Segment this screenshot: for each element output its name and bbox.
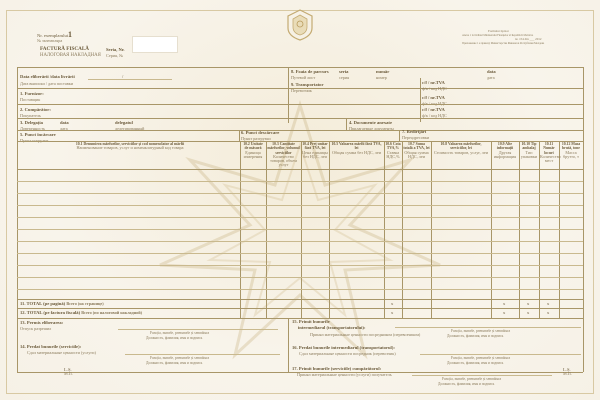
- col-value-title-ru: Общая сумма без НДС, леи: [332, 149, 381, 155]
- col-goods-header: [22, 142, 238, 151]
- col-qty-title: 10.3 Cantitate mărfurilor, volumul serviciilor: [267, 142, 300, 155]
- rule: [17, 130, 583, 131]
- redirection-label-ru: Переадресовки: [402, 135, 430, 140]
- release-signature-line[interactable]: [118, 329, 278, 330]
- rule: [17, 118, 583, 119]
- table-row[interactable]: [17, 205, 583, 206]
- waybill-series-label: seria: [339, 69, 349, 74]
- rule: [583, 67, 584, 372]
- carrier-vat-label-ru: ф/к / код НДС: [422, 86, 447, 91]
- buyer-label-ru: Покупатель: [20, 113, 41, 118]
- col-vat-rate-title: 10.6 Cota TVA,%: [385, 142, 401, 151]
- rule: [420, 78, 421, 122]
- rule: [17, 67, 583, 68]
- col-package-title-ru: Тип упаковки: [520, 149, 538, 159]
- stamp-label-left-ru: М.П.: [64, 371, 73, 376]
- rule: [288, 67, 289, 123]
- x-mark: x: [527, 301, 530, 306]
- issue-date-field[interactable]: [88, 79, 172, 80]
- buyer-received-label-ru: Принял материальные ценности (услуги) получатель: [297, 372, 392, 377]
- col-unit-header: [241, 142, 265, 159]
- handed-signature-line[interactable]: [125, 354, 280, 355]
- release-sign-caption: Funcția, numele, prenumele și semnătura: [150, 331, 210, 335]
- form-note-2: Anexa 1 la Ordinul Ministerului Finanțelor al Republicii Moldova: [462, 34, 534, 37]
- total-page-title: 11. TOTAL (pe pagină): [20, 301, 66, 306]
- col-unit-title-ru: Единица измерения: [243, 149, 263, 159]
- buyer-received-label: 17. Primit bunurile (serviciile) cumpărătorul:: [292, 366, 382, 371]
- col-vat-sum-title: 10.7 Suma totală a TVA, lei: [403, 142, 430, 151]
- supplier-label: 1. Furnizor:: [20, 91, 44, 96]
- invoice-title-ru: НАЛОГОВАЯ НАКЛАДНАЯ: [40, 53, 101, 58]
- supplier-label-ru: Поставщик: [20, 97, 41, 102]
- total-invoice-title: 12. TOTAL (pe factura fiscală): [20, 310, 81, 315]
- table-row[interactable]: [17, 253, 583, 254]
- series-label: Seria, Nr.: [106, 47, 125, 52]
- loading-point-label: 5. Punct încărcare: [20, 132, 56, 137]
- waybill-label-ru: Путевой лист: [291, 75, 316, 80]
- intermediary-handed-signature-line[interactable]: [420, 354, 581, 355]
- col-total-title-ru: Стоимость товаров, услуг, леи: [434, 149, 488, 155]
- buyer-vat-label: c/f / nr.TVA: [422, 107, 445, 112]
- intermediary-handed-label-ru: Сдал материальные ценности посредник (перевозчик): [299, 351, 396, 356]
- series-number-field[interactable]: [132, 36, 178, 53]
- x-mark: x: [503, 301, 506, 306]
- goods-handed-label-ru: Сдал материальные ценности (услуги): [27, 350, 96, 355]
- rule: [17, 169, 583, 170]
- waybill-label: 8. Foaia de parcurs: [291, 69, 329, 74]
- intermediary-handed-label: 16. Predat bunurile intermediarul (transportatorul):: [292, 345, 395, 350]
- form-note-1: Formular tipizat: [488, 29, 509, 33]
- carrier-vat-label: c/f / nr.TVA: [422, 80, 445, 85]
- carrier-label-ru: Перевозчик: [291, 88, 312, 93]
- col-other-info-title: 10.9 Alte informații: [496, 142, 514, 151]
- handed-sign-caption: Funcția, numele, prenumele și semnătura: [150, 356, 210, 360]
- loading-point-label-ru: Пункт погрузки: [20, 138, 49, 143]
- exemplar-label: Nr. exemplarului: [37, 33, 69, 38]
- intermediary-received-signature-line[interactable]: [395, 327, 581, 328]
- total-invoice-label: [20, 310, 142, 315]
- series-label-ru: Серия, №: [106, 53, 124, 58]
- col-other-info-header: [492, 142, 518, 159]
- unloading-point-label-ru: Пункт разгрузки: [241, 136, 271, 141]
- col-goods-title-ru: Наименование товаров, услуг и номенклатурный код товара: [76, 145, 184, 151]
- x-mark: x: [547, 301, 550, 306]
- x-mark: x: [391, 301, 394, 306]
- waybill-date-label-ru: дата: [487, 75, 495, 80]
- attached-docs-label-ru: Прилагаемые документы: [349, 126, 394, 131]
- attached-docs-label: 4. Documente anexate: [349, 120, 392, 125]
- col-unit-title: 10.2 Unitate de măsură: [243, 142, 263, 151]
- col-places-title-ru: Количество мест: [540, 153, 561, 164]
- poa-date-label: data: [60, 120, 69, 125]
- buyer-label: 2. Cumpărător:: [20, 107, 51, 112]
- delegate-label: delegatul: [115, 120, 133, 125]
- col-total-header: [432, 142, 490, 155]
- col-goods-title: 10.1 Denumirea mărfurilor, serviciilor și cod nomenclator al mărfii: [75, 142, 185, 146]
- unloading-point-label: 6. Punct descărcare: [241, 130, 280, 135]
- issue-date-label-ru: Дата выписки / дата поставки: [20, 81, 74, 86]
- col-other-info-title-ru: Другая информация: [493, 149, 517, 159]
- form-note-3: nr. 154 din ___ 2012: [515, 37, 542, 41]
- col-unit-price-title: 10.4 Preț unitar fără TVA, lei: [302, 142, 328, 151]
- col-qty-title-ru: Количество товаров, объем услуг: [270, 153, 297, 168]
- waybill-number-label-ru: номер: [376, 75, 387, 80]
- goods-handed-label: 14. Predat bunurile (serviciile):: [20, 344, 82, 349]
- exemplar-number: 1: [68, 30, 72, 39]
- rule: [17, 104, 583, 105]
- col-package-title: 10.10 Tip ambalaj: [521, 142, 537, 151]
- table-row[interactable]: [17, 277, 583, 278]
- col-package-header: [520, 142, 538, 159]
- col-places-title: 10.11 Număr locuri: [543, 142, 555, 155]
- form-note-4: Приложение 1 к приказу Министерства Финансов Республики Молдова: [462, 42, 545, 45]
- x-mark: x: [547, 310, 550, 315]
- buyer-signature-line[interactable]: [412, 375, 552, 376]
- waybill-series-label-ru: серия: [339, 75, 350, 80]
- x-mark: x: [391, 310, 394, 315]
- total-page-title-ru: Всего (на странице): [66, 301, 104, 306]
- invoice-title: FACTURĂ FISCALĂ: [40, 46, 90, 52]
- table-row[interactable]: [17, 217, 583, 218]
- buyer-sign-caption: Funcția, numele, prenumele și semnătura: [442, 377, 502, 381]
- col-value-title: 10.5 Valoarea mărfii fără TVA, lei: [331, 142, 382, 151]
- col-vat-sum-header: [403, 142, 430, 159]
- state-emblem-icon: [282, 8, 318, 42]
- received-intermediary-label-2: intermediarul (transportatorului):: [298, 325, 366, 330]
- col-gross-mass-title: 10.12 Masa brută, tone: [561, 142, 581, 151]
- table-row[interactable]: [17, 241, 583, 242]
- total-invoice-title-ru: Всего (по налоговой накладной): [81, 310, 143, 315]
- buyer-sign-caption-ru: Должность, фамилия, имя и подпись: [438, 382, 495, 386]
- intermediary-handed-caption-ru: Должность, фамилия, имя и подпись: [447, 361, 504, 365]
- supplier-vat-label-ru: ф/к / код НДС: [422, 101, 447, 106]
- issue-date-label: Data eliberării /data livrării: [20, 74, 75, 79]
- waybill-number-label: număr: [376, 69, 390, 74]
- rule: [17, 299, 583, 300]
- table-row[interactable]: [17, 193, 583, 194]
- stamp-label-right-ru: М.П.: [563, 371, 572, 376]
- x-mark: x: [527, 310, 530, 315]
- carrier-label: 9. Transportator: [291, 82, 324, 87]
- received-intermediary-label-ru: Принял материальные ценности посредником (перевозчиком): [310, 332, 421, 337]
- waybill-date-label: data: [487, 69, 496, 74]
- table-row[interactable]: [17, 181, 583, 182]
- power-of-attorney-label: 3. Delegația: [20, 120, 43, 125]
- stamp-label-left: L.Ș.: [64, 367, 72, 372]
- power-of-attorney-label-ru: Доверенность: [20, 126, 45, 131]
- received-intermediary-label: 15. Primit bunurile: [292, 319, 330, 324]
- release-sign-caption-ru: Должность, фамилия, имя и подпись: [146, 336, 203, 340]
- total-page-label: [20, 301, 104, 306]
- table-row[interactable]: [17, 289, 583, 290]
- col-vat-rate-title-ru: Ставка НДС,%: [386, 149, 400, 159]
- stamp-label-right: L.Ș.: [563, 367, 571, 372]
- rule: [17, 308, 583, 309]
- rule: [17, 67, 18, 372]
- intermediary-received-caption: Funcția, numele, prenumele și semnătura: [451, 329, 511, 333]
- issue-date-separator: /: [122, 74, 124, 79]
- handed-sign-caption-ru: Должность, фамилия, имя и подпись: [146, 361, 203, 365]
- col-value-header: [330, 142, 383, 155]
- poa-date-label-ru: дата: [60, 126, 68, 131]
- col-gross-mass-header: [560, 142, 582, 159]
- col-total-title: 10.8 Valoarea mărfurilor, serviciilor, lei: [440, 142, 482, 151]
- x-mark: x: [503, 310, 506, 315]
- col-unit-price-header: [302, 142, 328, 159]
- rule: [288, 318, 289, 372]
- col-vat-sum-title-ru: Общая сумма НДС, леи: [404, 149, 429, 159]
- col-qty-header: [267, 142, 300, 168]
- col-unit-price-title-ru: Цена единицы без НДС, леи: [302, 149, 328, 159]
- buyer-vat-label-ru: ф/к / код НДС: [422, 113, 447, 118]
- delegate-label-ru: делегированный: [115, 126, 145, 131]
- col-vat-rate-header: [385, 142, 401, 159]
- col-gross-mass-title-ru: Масса брутто, т: [563, 149, 579, 159]
- col-places-header: [540, 142, 561, 164]
- table-row[interactable]: [17, 229, 583, 230]
- table-row[interactable]: [17, 265, 583, 266]
- intermediary-received-caption-ru: Должность, фамилия, имя и подпись: [447, 334, 504, 338]
- exemplar-label-ru: № экземпляра: [37, 38, 63, 43]
- release-permitted-label: 13. Permis eliberarea:: [20, 320, 64, 325]
- intermediary-handed-caption: Funcția, numele, prenumele și semnătura: [451, 356, 511, 360]
- rule: [346, 118, 347, 130]
- supplier-vat-label: c/f / nr.TVA: [422, 95, 445, 100]
- redirection-label: 7. Redirijări: [402, 129, 427, 134]
- release-permitted-label-ru: Отпуск разрешил: [20, 326, 52, 331]
